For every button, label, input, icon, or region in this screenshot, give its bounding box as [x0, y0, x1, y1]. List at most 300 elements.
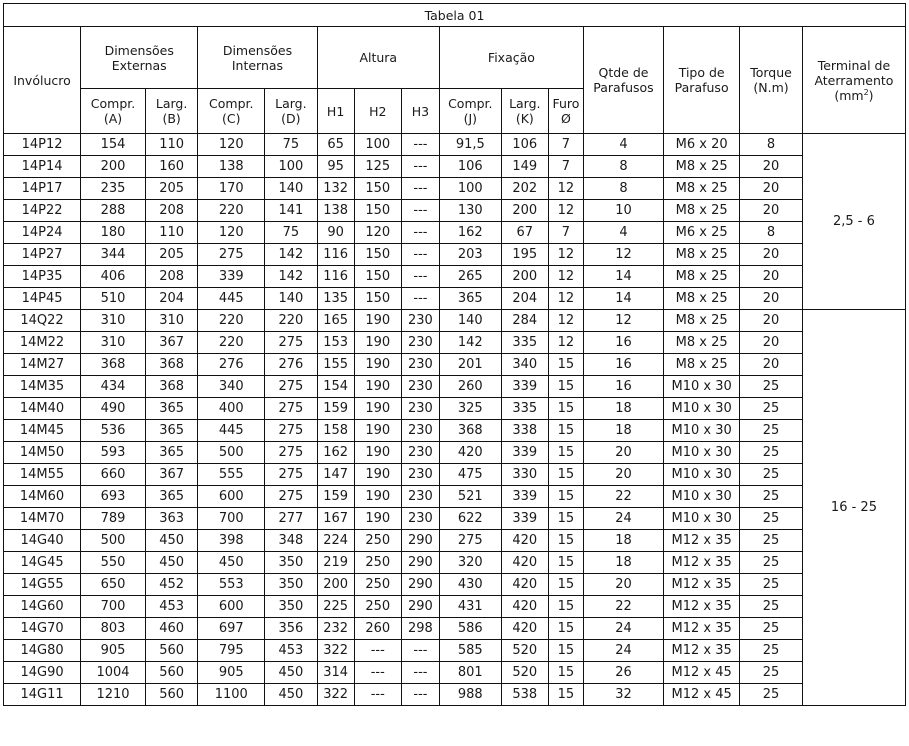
cell-fix-compr: 320 — [439, 552, 501, 574]
cell-h1: 132 — [317, 178, 354, 200]
table-row — [4, 662, 906, 684]
cell-torque: 25 — [740, 442, 803, 464]
cell-ext-compr: 310 — [81, 310, 146, 332]
cell-h2: 190 — [354, 332, 401, 354]
cell-ext-larg: 160 — [145, 156, 197, 178]
cell-qtde: 4 — [583, 134, 663, 156]
cell-tipo: M12 x 45 — [664, 662, 740, 684]
table-row — [4, 200, 906, 222]
cell-int-compr: 450 — [198, 552, 265, 574]
cell-ext-larg: 453 — [145, 596, 197, 618]
cell-qtde: 18 — [583, 398, 663, 420]
cell-h1: 322 — [317, 640, 354, 662]
cell-int-compr: 795 — [198, 640, 265, 662]
cell-fix-larg: 520 — [501, 662, 548, 684]
table-row — [4, 420, 906, 442]
cell-furo: 15 — [548, 464, 583, 486]
cell-int-compr: 340 — [198, 376, 265, 398]
header-dimensoes-internas: Dimensões Internas — [198, 27, 317, 89]
cell-torque: 20 — [740, 310, 803, 332]
cell-furo: 15 — [548, 596, 583, 618]
cell-int-compr: 500 — [198, 442, 265, 464]
table-container — [3, 3, 906, 706]
cell-h2: 250 — [354, 596, 401, 618]
cell-furo: 12 — [548, 288, 583, 310]
cell-ext-compr: 154 — [81, 134, 146, 156]
cell-ext-larg: 450 — [145, 552, 197, 574]
cell-involucro: 14Q22 — [4, 310, 81, 332]
cell-involucro: 14G60 — [4, 596, 81, 618]
cell-involucro: 14P22 — [4, 200, 81, 222]
cell-involucro: 14G40 — [4, 530, 81, 552]
cell-ext-larg: 365 — [145, 420, 197, 442]
cell-int-compr: 400 — [198, 398, 265, 420]
cell-int-larg: 141 — [265, 200, 317, 222]
cell-involucro: 14G45 — [4, 552, 81, 574]
cell-qtde: 22 — [583, 486, 663, 508]
cell-tipo: M10 x 30 — [664, 420, 740, 442]
cell-torque: 25 — [740, 530, 803, 552]
cell-h3: --- — [401, 640, 439, 662]
table-row — [4, 596, 906, 618]
cell-fix-compr: 130 — [439, 200, 501, 222]
cell-h2: 190 — [354, 376, 401, 398]
header-fixacao: Fixação — [439, 27, 583, 89]
cell-ext-larg: 365 — [145, 486, 197, 508]
cell-involucro: 14M35 — [4, 376, 81, 398]
cell-fix-compr: 585 — [439, 640, 501, 662]
header-involucro: Invólucro — [4, 27, 81, 134]
cell-h2: --- — [354, 662, 401, 684]
cell-h1: 147 — [317, 464, 354, 486]
cell-fix-compr: 431 — [439, 596, 501, 618]
cell-h3: 230 — [401, 508, 439, 530]
cell-torque: 25 — [740, 420, 803, 442]
subheader-h3: H3 — [401, 89, 439, 134]
cell-fix-larg: 340 — [501, 354, 548, 376]
cell-ext-larg: 368 — [145, 354, 197, 376]
cell-qtde: 14 — [583, 266, 663, 288]
cell-furo: 15 — [548, 530, 583, 552]
cell-h3: 230 — [401, 442, 439, 464]
cell-h3: 290 — [401, 530, 439, 552]
cell-int-compr: 697 — [198, 618, 265, 640]
cell-fix-larg: 149 — [501, 156, 548, 178]
cell-int-compr: 120 — [198, 134, 265, 156]
cell-int-compr: 275 — [198, 244, 265, 266]
cell-fix-compr: 622 — [439, 508, 501, 530]
cell-furo: 12 — [548, 244, 583, 266]
cell-fix-compr: 430 — [439, 574, 501, 596]
cell-int-compr: 339 — [198, 266, 265, 288]
cell-h1: 155 — [317, 354, 354, 376]
cell-ext-compr: 235 — [81, 178, 146, 200]
cell-h1: 138 — [317, 200, 354, 222]
cell-int-compr: 276 — [198, 354, 265, 376]
cell-tipo: M8 x 25 — [664, 266, 740, 288]
cell-torque: 20 — [740, 156, 803, 178]
cell-int-larg: 140 — [265, 288, 317, 310]
table-row — [4, 552, 906, 574]
cell-h1: 159 — [317, 398, 354, 420]
cell-fix-larg: 420 — [501, 574, 548, 596]
cell-h3: --- — [401, 178, 439, 200]
cell-int-larg: 453 — [265, 640, 317, 662]
cell-h1: 158 — [317, 420, 354, 442]
table-row — [4, 354, 906, 376]
cell-int-larg: 75 — [265, 222, 317, 244]
cell-ext-larg: 560 — [145, 684, 197, 706]
cell-tipo: M10 x 30 — [664, 376, 740, 398]
cell-tipo: M10 x 30 — [664, 464, 740, 486]
cell-torque: 20 — [740, 354, 803, 376]
cell-torque: 25 — [740, 640, 803, 662]
cell-furo: 15 — [548, 442, 583, 464]
cell-furo: 12 — [548, 178, 583, 200]
cell-furo: 12 — [548, 266, 583, 288]
specification-table — [3, 3, 906, 706]
cell-fix-compr: 106 — [439, 156, 501, 178]
table-row — [4, 332, 906, 354]
cell-involucro: 14P35 — [4, 266, 81, 288]
cell-ext-compr: 905 — [81, 640, 146, 662]
cell-torque: 25 — [740, 618, 803, 640]
cell-int-larg: 275 — [265, 376, 317, 398]
table-row — [4, 244, 906, 266]
cell-ext-larg: 205 — [145, 178, 197, 200]
cell-ext-compr: 693 — [81, 486, 146, 508]
cell-qtde: 8 — [583, 156, 663, 178]
cell-ext-larg: 208 — [145, 200, 197, 222]
cell-h3: 230 — [401, 376, 439, 398]
cell-ext-compr: 406 — [81, 266, 146, 288]
cell-int-compr: 905 — [198, 662, 265, 684]
cell-torque: 25 — [740, 464, 803, 486]
cell-furo: 15 — [548, 376, 583, 398]
terminal-unit-superscript: 2 — [863, 87, 869, 97]
table-row — [4, 530, 906, 552]
cell-int-larg: 275 — [265, 420, 317, 442]
cell-h2: --- — [354, 684, 401, 706]
cell-qtde: 16 — [583, 376, 663, 398]
cell-ext-larg: 110 — [145, 134, 197, 156]
cell-ext-compr: 550 — [81, 552, 146, 574]
subheader-ext-compr: Compr. (A) — [81, 89, 146, 134]
cell-furo: 7 — [548, 156, 583, 178]
cell-fix-larg: 520 — [501, 640, 548, 662]
cell-involucro: 14M55 — [4, 464, 81, 486]
cell-torque: 25 — [740, 596, 803, 618]
cell-tipo: M12 x 35 — [664, 618, 740, 640]
cell-h2: 190 — [354, 398, 401, 420]
cell-torque: 20 — [740, 332, 803, 354]
cell-h2: 150 — [354, 266, 401, 288]
cell-h1: 162 — [317, 442, 354, 464]
cell-involucro: 14G55 — [4, 574, 81, 596]
cell-involucro: 14P45 — [4, 288, 81, 310]
cell-tipo: M10 x 30 — [664, 508, 740, 530]
subheader-fix-larg: Larg. (K) — [501, 89, 548, 134]
cell-int-compr: 553 — [198, 574, 265, 596]
cell-involucro: 14M22 — [4, 332, 81, 354]
diameter-symbol: Ø — [560, 111, 571, 126]
cell-h1: 232 — [317, 618, 354, 640]
cell-qtde: 24 — [583, 640, 663, 662]
cell-int-larg: 277 — [265, 508, 317, 530]
table-row — [4, 574, 906, 596]
cell-fix-larg: 67 — [501, 222, 548, 244]
cell-ext-compr: 510 — [81, 288, 146, 310]
table-row — [4, 134, 906, 156]
cell-tipo: M12 x 45 — [664, 684, 740, 706]
cell-ext-larg: 110 — [145, 222, 197, 244]
cell-involucro: 14M27 — [4, 354, 81, 376]
cell-qtde: 12 — [583, 244, 663, 266]
cell-furo: 15 — [548, 640, 583, 662]
cell-h1: 90 — [317, 222, 354, 244]
cell-fix-larg: 339 — [501, 442, 548, 464]
cell-fix-compr: 368 — [439, 420, 501, 442]
cell-fix-compr: 100 — [439, 178, 501, 200]
cell-ext-compr: 1210 — [81, 684, 146, 706]
cell-fix-larg: 202 — [501, 178, 548, 200]
cell-h1: 314 — [317, 662, 354, 684]
cell-torque: 20 — [740, 178, 803, 200]
cell-tipo: M12 x 35 — [664, 596, 740, 618]
cell-int-larg: 220 — [265, 310, 317, 332]
cell-fix-larg: 330 — [501, 464, 548, 486]
cell-qtde: 24 — [583, 618, 663, 640]
cell-involucro: 14G90 — [4, 662, 81, 684]
cell-ext-larg: 208 — [145, 266, 197, 288]
cell-furo: 15 — [548, 420, 583, 442]
cell-fix-larg: 195 — [501, 244, 548, 266]
cell-h3: 230 — [401, 486, 439, 508]
cell-fix-compr: 325 — [439, 398, 501, 420]
header-altura: Altura — [317, 27, 439, 89]
cell-h2: 120 — [354, 222, 401, 244]
cell-fix-compr: 988 — [439, 684, 501, 706]
cell-fix-compr: 265 — [439, 266, 501, 288]
table-row — [4, 442, 906, 464]
cell-ext-compr: 700 — [81, 596, 146, 618]
cell-int-larg: 356 — [265, 618, 317, 640]
cell-int-larg: 142 — [265, 266, 317, 288]
table-row — [4, 178, 906, 200]
cell-involucro: 14P12 — [4, 134, 81, 156]
cell-furo: 15 — [548, 574, 583, 596]
cell-fix-compr: 521 — [439, 486, 501, 508]
cell-fix-compr: 475 — [439, 464, 501, 486]
cell-fix-compr: 162 — [439, 222, 501, 244]
cell-h3: 290 — [401, 574, 439, 596]
table-title: Tabela 01 — [4, 4, 906, 27]
cell-int-larg: 348 — [265, 530, 317, 552]
cell-h3: 230 — [401, 420, 439, 442]
cell-int-compr: 220 — [198, 332, 265, 354]
cell-fix-compr: 275 — [439, 530, 501, 552]
cell-ext-larg: 310 — [145, 310, 197, 332]
cell-h1: 200 — [317, 574, 354, 596]
cell-torque: 25 — [740, 552, 803, 574]
cell-ext-compr: 1004 — [81, 662, 146, 684]
cell-h3: 230 — [401, 354, 439, 376]
cell-involucro: 14G80 — [4, 640, 81, 662]
cell-int-larg: 275 — [265, 332, 317, 354]
table-row — [4, 464, 906, 486]
cell-h3: 290 — [401, 552, 439, 574]
cell-h1: 159 — [317, 486, 354, 508]
cell-ext-compr: 650 — [81, 574, 146, 596]
cell-tipo: M12 x 35 — [664, 530, 740, 552]
cell-furo: 15 — [548, 552, 583, 574]
cell-h2: 190 — [354, 508, 401, 530]
cell-h1: 165 — [317, 310, 354, 332]
table-row — [4, 222, 906, 244]
cell-terminal-group-2: 16 - 25 — [802, 310, 905, 706]
cell-tipo: M8 x 25 — [664, 200, 740, 222]
cell-involucro: 14P24 — [4, 222, 81, 244]
cell-involucro: 14G70 — [4, 618, 81, 640]
cell-qtde: 20 — [583, 464, 663, 486]
cell-h3: --- — [401, 288, 439, 310]
cell-ext-larg: 368 — [145, 376, 197, 398]
cell-int-larg: 275 — [265, 486, 317, 508]
cell-furo: 15 — [548, 508, 583, 530]
subheader-h2: H2 — [354, 89, 401, 134]
cell-h2: 150 — [354, 200, 401, 222]
cell-torque: 25 — [740, 398, 803, 420]
cell-furo: 12 — [548, 200, 583, 222]
subheader-ext-larg: Larg. (B) — [145, 89, 197, 134]
cell-h1: 116 — [317, 266, 354, 288]
cell-furo: 7 — [548, 134, 583, 156]
cell-int-compr: 170 — [198, 178, 265, 200]
cell-tipo: M6 x 20 — [664, 134, 740, 156]
cell-h1: 224 — [317, 530, 354, 552]
cell-qtde: 26 — [583, 662, 663, 684]
cell-involucro: 14P17 — [4, 178, 81, 200]
cell-fix-larg: 538 — [501, 684, 548, 706]
cell-int-larg: 142 — [265, 244, 317, 266]
cell-ext-compr: 288 — [81, 200, 146, 222]
cell-int-compr: 138 — [198, 156, 265, 178]
cell-h2: 190 — [354, 310, 401, 332]
cell-ext-compr: 500 — [81, 530, 146, 552]
cell-h2: 190 — [354, 420, 401, 442]
table-row — [4, 266, 906, 288]
cell-ext-larg: 365 — [145, 398, 197, 420]
cell-ext-larg: 452 — [145, 574, 197, 596]
cell-h2: 190 — [354, 486, 401, 508]
cell-qtde: 32 — [583, 684, 663, 706]
table-row — [4, 508, 906, 530]
cell-int-larg: 450 — [265, 684, 317, 706]
cell-h2: 250 — [354, 530, 401, 552]
cell-furo: 7 — [548, 222, 583, 244]
cell-int-compr: 445 — [198, 288, 265, 310]
cell-fix-compr: 201 — [439, 354, 501, 376]
header-dimensoes-externas: Dimensões Externas — [81, 27, 198, 89]
cell-tipo: M10 x 30 — [664, 442, 740, 464]
cell-int-compr: 220 — [198, 310, 265, 332]
cell-torque: 20 — [740, 266, 803, 288]
cell-h3: 230 — [401, 332, 439, 354]
cell-ext-compr: 434 — [81, 376, 146, 398]
cell-ext-larg: 205 — [145, 244, 197, 266]
cell-ext-compr: 593 — [81, 442, 146, 464]
cell-torque: 8 — [740, 222, 803, 244]
cell-fix-larg: 420 — [501, 530, 548, 552]
table-row — [4, 376, 906, 398]
subheader-int-larg: Larg. (D) — [265, 89, 317, 134]
cell-int-compr: 600 — [198, 486, 265, 508]
cell-int-compr: 1100 — [198, 684, 265, 706]
subheader-fix-compr: Compr. (J) — [439, 89, 501, 134]
cell-ext-compr: 200 — [81, 156, 146, 178]
cell-h3: --- — [401, 266, 439, 288]
cell-h3: 298 — [401, 618, 439, 640]
table-row — [4, 288, 906, 310]
cell-h2: 190 — [354, 464, 401, 486]
cell-ext-compr: 490 — [81, 398, 146, 420]
cell-int-compr: 120 — [198, 222, 265, 244]
cell-int-compr: 398 — [198, 530, 265, 552]
cell-tipo: M8 x 25 — [664, 354, 740, 376]
cell-qtde: 24 — [583, 508, 663, 530]
cell-h2: --- — [354, 640, 401, 662]
cell-fix-compr: 420 — [439, 442, 501, 464]
cell-terminal-group-1: 2,5 - 6 — [802, 134, 905, 310]
cell-torque: 25 — [740, 508, 803, 530]
cell-h3: 230 — [401, 310, 439, 332]
cell-ext-compr: 368 — [81, 354, 146, 376]
cell-ext-larg: 367 — [145, 332, 197, 354]
cell-int-compr: 445 — [198, 420, 265, 442]
header-torque: Torque (N.m) — [740, 27, 803, 134]
cell-int-larg: 350 — [265, 596, 317, 618]
furo-label: Furo — [552, 96, 580, 111]
cell-fix-larg: 335 — [501, 332, 548, 354]
cell-involucro: 14P27 — [4, 244, 81, 266]
cell-ext-compr: 789 — [81, 508, 146, 530]
cell-furo: 15 — [548, 354, 583, 376]
cell-int-larg: 350 — [265, 552, 317, 574]
subheader-int-compr: Compr. (C) — [198, 89, 265, 134]
cell-ext-larg: 363 — [145, 508, 197, 530]
cell-ext-compr: 803 — [81, 618, 146, 640]
cell-int-compr: 600 — [198, 596, 265, 618]
cell-h2: 100 — [354, 134, 401, 156]
cell-fix-larg: 339 — [501, 508, 548, 530]
cell-qtde: 16 — [583, 332, 663, 354]
cell-int-larg: 275 — [265, 398, 317, 420]
cell-int-larg: 450 — [265, 662, 317, 684]
cell-qtde: 22 — [583, 596, 663, 618]
cell-int-compr: 220 — [198, 200, 265, 222]
cell-tipo: M8 x 25 — [664, 288, 740, 310]
cell-fix-larg: 339 — [501, 376, 548, 398]
cell-ext-larg: 560 — [145, 662, 197, 684]
cell-h3: --- — [401, 684, 439, 706]
cell-qtde: 10 — [583, 200, 663, 222]
cell-h3: 230 — [401, 464, 439, 486]
cell-torque: 20 — [740, 200, 803, 222]
cell-h1: 116 — [317, 244, 354, 266]
cell-furo: 15 — [548, 684, 583, 706]
cell-h2: 260 — [354, 618, 401, 640]
cell-ext-compr: 344 — [81, 244, 146, 266]
